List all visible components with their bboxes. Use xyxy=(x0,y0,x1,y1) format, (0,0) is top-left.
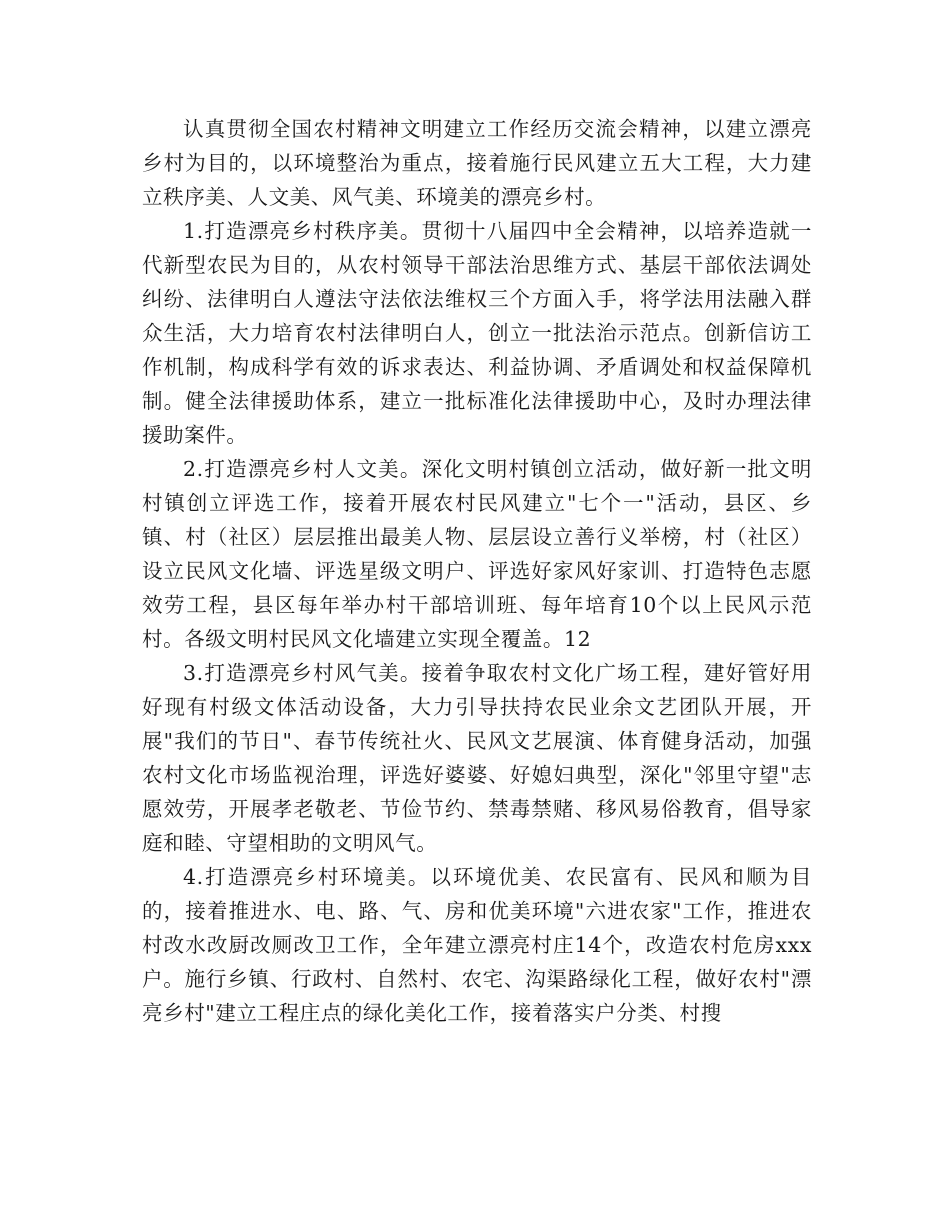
document-body xyxy=(142,112,812,1030)
section-4-paragraph: 4.打造漂亮乡村环境美。以环境优美、农民富有、民风和顺为目的，接着推进水、电、路、气、房和优美环境"六进农家"工作，推进农村改水改厨改厕改卫工作，全年建立漂亮村庄14个，改造农村危房xxx户。施行乡镇、行政村、自然村、农宅、沟渠路绿化工程，做好农村"漂亮乡村"建立工程庄点的绿化美化工作，接着落实户分类、村搜 xyxy=(142,865,812,1025)
section-3-paragraph: 3.打造漂亮乡村风气美。接着争取农村文化广场工程，建好管好用好现有村级文体活动设备，大力引导扶持农民业余文艺团队开展，开展"我们的节日"、春节传统社火、民风文艺展演、体育健身活动，加强农村文化市场监视治理，评选好婆婆、好媳妇典型，深化"邻里守望"志愿效劳，开展孝老敬老、节俭节约、禁毒禁赌、移风易俗教育，倡导家庭和睦、守望相助的文明风气。 xyxy=(142,661,812,855)
section-1-paragraph: 1.打造漂亮乡村秩序美。贯彻十八届四中全会精神，以培养造就一代新型农民为目的，从农村领导干部法治思维方式、基层干部依法调处纠纷、法律明白人遵法守法依法维权三个方面入手，将学法用法融入群众生活，大力培育农村法律明白人，创立一批法治示范点。创新信访工作机制，构成科学有效的诉求表达、利益协调、矛盾调处和权益保障机制。健全法律援助体系，建立一批标准化法律援助中心，及时办理法律援助案件。 xyxy=(142,219,812,447)
intro-paragraph: 认真贯彻全国农村精神文明建立工作经历交流会精神，以建立漂亮乡村为目的，以环境整治为重点，接着施行民风建立五大工程，大力建立秩序美、人文美、风气美、环境美的漂亮乡村。 xyxy=(142,117,812,209)
section-2-paragraph: 2.打造漂亮乡村人文美。深化文明村镇创立活动，做好新一批文明村镇创立评选工作，接着开展农村民风建立"七个一"活动，县区、乡镇、村（社区）层层推出最美人物、层层设立善行义举榜，村（社区）设立民风文化墙、评选星级文明户、评选好家风好家训、打造特色志愿效劳工程，县区每年举办村干部培训班、每年培育10个以上民风示范村。各级文明村民风文化墙建立实现全覆盖。12 xyxy=(142,457,812,651)
